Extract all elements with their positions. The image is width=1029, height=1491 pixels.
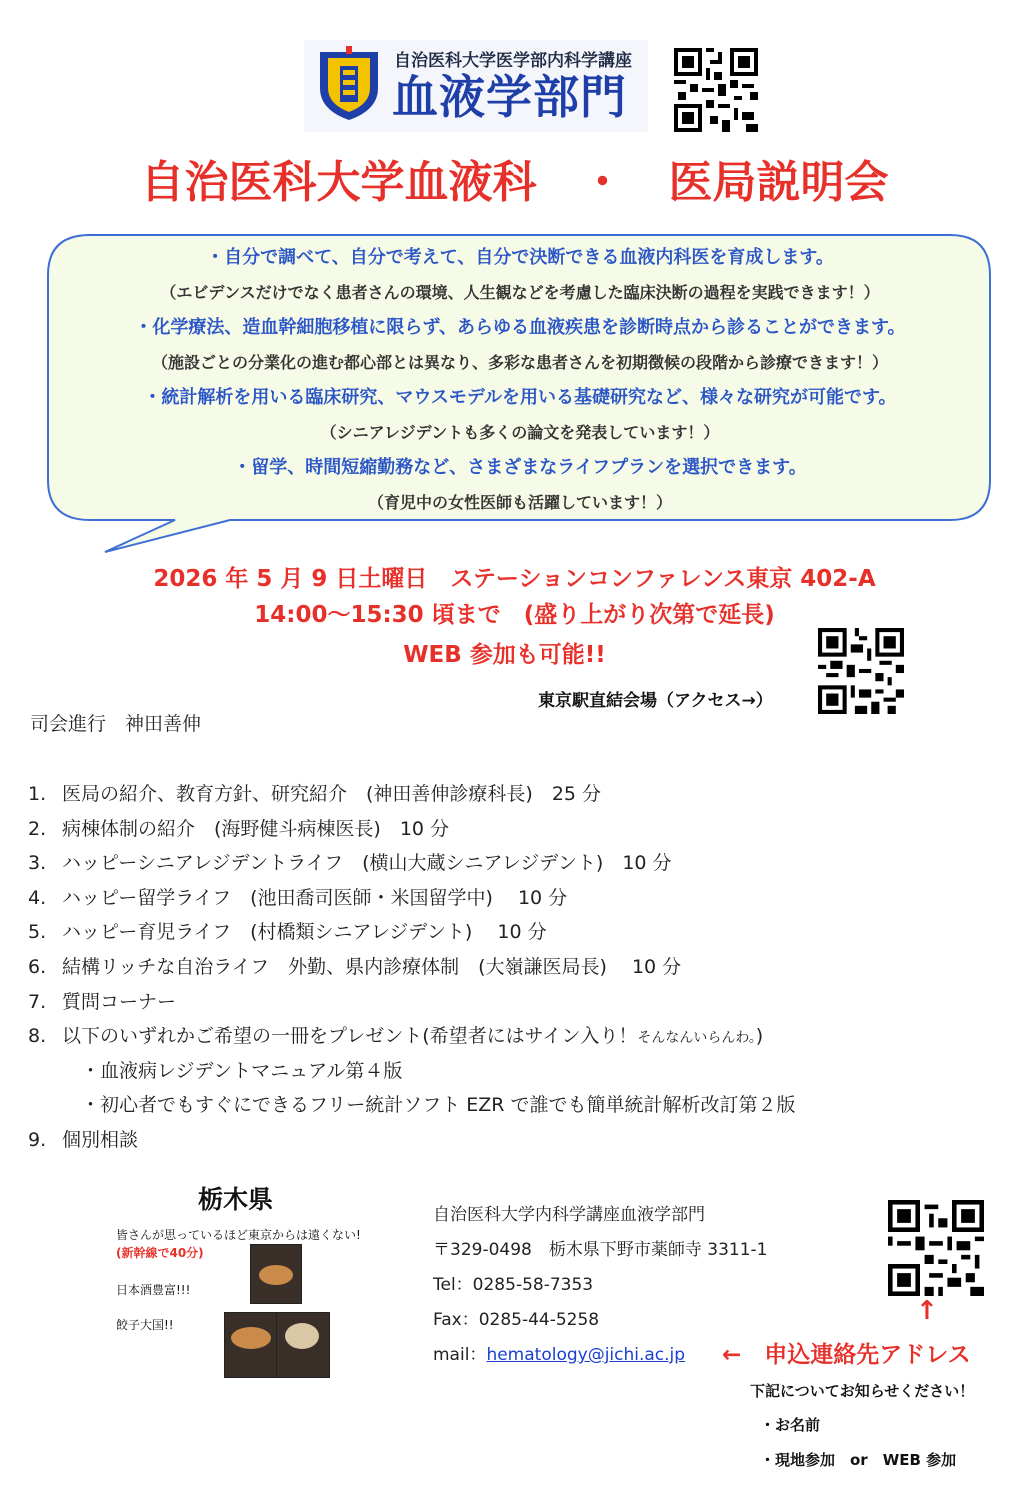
tochigi-line: 皆さんが思っているほど東京からは遠くない! bbox=[116, 1228, 361, 1242]
contact-org: 自治医科大学内科学講座血液学部門 bbox=[433, 1205, 705, 1225]
venue-access-link[interactable]: 東京駅直結会場（アクセス→） bbox=[538, 691, 773, 711]
bubble-line: （育児中の女性医師も活躍しています！） bbox=[367, 493, 672, 512]
tochigi-line: 日本酒豊富!!! bbox=[116, 1283, 191, 1297]
list-item: 1. 医局の紹介、教育方針、研究紹介 (神田善伸診療科長) 25 分 bbox=[28, 783, 602, 805]
program-list bbox=[28, 777, 796, 1158]
bubble-line: ・化学療法、造血幹細胞移植に限らず、あらゆる血液疾患を診断時点から診ることができます。 bbox=[134, 317, 906, 338]
qr-code-icon[interactable] bbox=[818, 628, 904, 714]
tochigi-line: (新幹線で40分) bbox=[116, 1246, 204, 1260]
list-item: 9. 個別相談 bbox=[28, 1128, 139, 1151]
page-title: 自治医科大学血液科 ・ 医局説明会 bbox=[140, 157, 889, 208]
list-item: ・血液病レジデントマニュアル第４版 bbox=[62, 1059, 403, 1082]
list-item: 2. 病棟体制の紹介 (海野健斗病棟医長) 10 分 bbox=[28, 817, 450, 840]
event-time: 14:00～15:30 頃まで (盛り上がり次第で延長) bbox=[254, 602, 775, 628]
apply-address-label: ← 申込連絡先アドレス bbox=[722, 1342, 971, 1368]
bubble-line: ・統計解析を用いる臨床研究、マウスモデルを用いる基礎研究など、様々な研究が可能です。 bbox=[143, 387, 897, 408]
apply-item-name: ・お名前 bbox=[760, 1416, 821, 1434]
bubble-line: ・留学、時間短縮勤務など、さまざまなライフプランを選択できます。 bbox=[233, 457, 807, 478]
arrow-up-icon: ↑ bbox=[916, 1296, 938, 1326]
university-emblem-icon bbox=[312, 44, 386, 122]
tochigi-line: 餃子大国!! bbox=[116, 1318, 174, 1332]
contact-tel: Tel：0285-58-7353 bbox=[433, 1275, 594, 1295]
bubble-line: （エビデンスだけでなく患者さんの環境、人生観などを考慮した臨床決断の過程を実践できます！） bbox=[160, 283, 880, 302]
bubble-line: ・自分で調べて、自分で考えて、自分で決断できる血液内科医を育成します。 bbox=[206, 247, 834, 268]
gyoza-photo bbox=[224, 1312, 278, 1378]
event-date-venue: 2026 年 5 月 9 日土曜日 ステーションコンファレンス東京 402-A bbox=[153, 566, 876, 592]
list-item: 4. ハッピー留学ライフ (池田喬司医師・米国留学中) 10 分 bbox=[28, 886, 568, 909]
list-item: 8. 以下のいずれかご希望の一冊をプレゼント(希望者にはサイン入り！そんなんいらんわ。) bbox=[28, 1025, 764, 1048]
list-item: ・初心者でもすぐにできるフリー統計ソフト EZR で誰でも簡単統計解析改訂第２版 bbox=[62, 1094, 796, 1117]
apply-notice: 下記についてお知らせください！ bbox=[750, 1382, 975, 1400]
contact-fax: Fax：0285-44-5258 bbox=[433, 1310, 600, 1330]
contact-mail: mail：hematology@jichi.ac.jp bbox=[433, 1345, 686, 1365]
department-subtitle: 自治医科大学医学部内科学講座 bbox=[394, 51, 632, 71]
contact-address: 〒329-0498 栃木県下野市薬師寺 3311-1 bbox=[433, 1240, 768, 1260]
event-web: WEB 参加も可能!! bbox=[403, 642, 606, 668]
list-item: 7. 質問コーナー bbox=[28, 990, 177, 1013]
list-item: 6. 結構リッチな自治ライフ 外勤、県内診療体制 (大嶺謙医局長) 10 分 bbox=[28, 955, 682, 978]
bubble-line: （施設ごとの分業化の進む都心部とは異なり、多彩な患者さんを初期徴候の段階から診療できます！） bbox=[151, 353, 888, 372]
contact-block bbox=[433, 1198, 767, 1373]
prefecture-title: 栃木県 bbox=[198, 1185, 274, 1214]
qr-code-icon[interactable] bbox=[674, 48, 758, 132]
apply-item-attendance: ・現地参加 or WEB 参加 bbox=[760, 1451, 957, 1469]
mc-line: 司会進行 神田善伸 bbox=[30, 713, 202, 735]
list-item: 3. ハッピーシニアレジデントライフ (横山大蔵シニアレジデント) 10 分 bbox=[28, 852, 672, 875]
qr-code-icon[interactable] bbox=[888, 1200, 984, 1296]
bubble-line: （シニアレジデントも多くの論文を発表しています！） bbox=[320, 423, 720, 442]
email-link[interactable]: hematology@jichi.ac.jp bbox=[486, 1345, 686, 1365]
department-name: 血液学部門 bbox=[392, 70, 627, 124]
bubble-text bbox=[50, 240, 990, 520]
gyoza-photo bbox=[250, 1244, 302, 1304]
list-item: 5. ハッピー育児ライフ (村橋類シニアレジデント) 10 分 bbox=[28, 921, 547, 944]
gyoza-photo bbox=[276, 1312, 330, 1378]
